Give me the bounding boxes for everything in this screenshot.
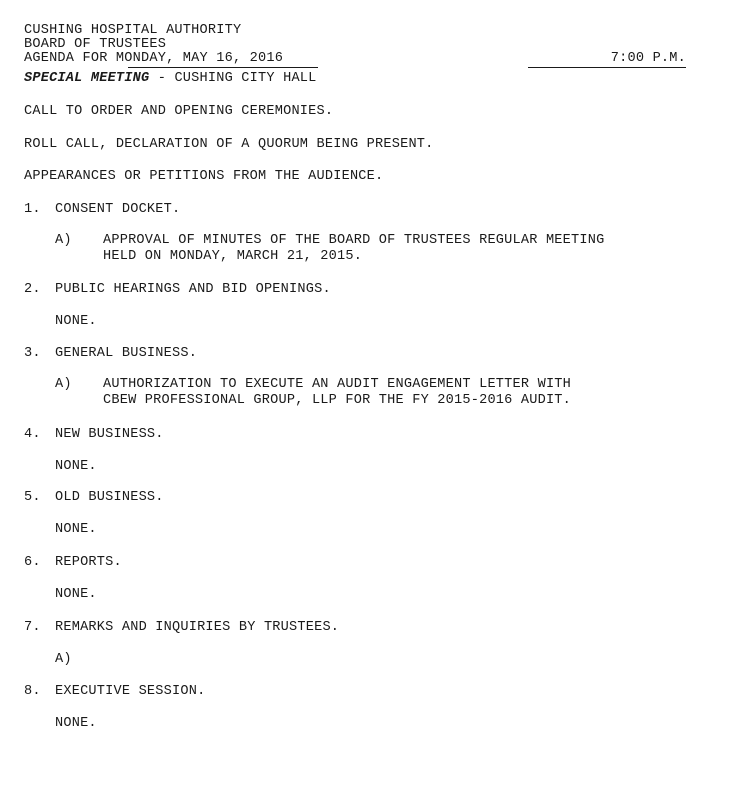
item-number: 7.: [24, 620, 41, 635]
item-number: 8.: [24, 684, 41, 699]
item-number: 6.: [24, 555, 41, 570]
item-body: NONE.: [55, 587, 97, 602]
date-underline: [128, 67, 318, 68]
item-number: 4.: [24, 427, 41, 442]
sub-item-text: CBEW PROFESSIONAL GROUP, LLP FOR THE FY 2015-2016 AUDIT.: [103, 393, 572, 408]
meeting-line: [24, 71, 317, 87]
sub-item-letter: A): [55, 233, 72, 248]
item-body: NONE.: [55, 314, 97, 329]
board-name: BOARD OF TRUSTEES: [24, 37, 167, 52]
time-underline: [528, 67, 686, 68]
meeting-location: - CUSHING CITY HALL: [149, 71, 317, 86]
item-number: 3.: [24, 346, 41, 361]
sub-item-text: APPROVAL OF MINUTES OF THE BOARD OF TRUSTEES REGULAR MEETING: [103, 233, 605, 248]
call-to-order: CALL TO ORDER AND OPENING CEREMONIES.: [24, 104, 334, 119]
sub-item-letter: A): [55, 377, 72, 392]
roll-call: ROLL CALL, DECLARATION OF A QUORUM BEING PRESENT.: [24, 137, 434, 152]
agenda-date: AGENDA FOR MONDAY, MAY 16, 2016: [24, 51, 284, 66]
appearances: APPEARANCES OR PETITIONS FROM THE AUDIENCE.: [24, 169, 384, 184]
sub-item-letter: A): [55, 652, 72, 667]
item-title-general-business: GENERAL BUSINESS.: [55, 346, 198, 361]
organization-name: CUSHING HOSPITAL AUTHORITY: [24, 23, 242, 38]
meeting-type: SPECIAL MEETING: [24, 71, 150, 86]
item-title-consent-docket: CONSENT DOCKET.: [55, 202, 181, 217]
item-body: NONE.: [55, 716, 97, 731]
item-title-executive-session: EXECUTIVE SESSION.: [55, 684, 206, 699]
sub-item-text: HELD ON MONDAY, MARCH 21, 2015.: [103, 249, 363, 264]
item-number: 2.: [24, 282, 41, 297]
agenda-date-row: [24, 51, 686, 67]
meeting-time: 7:00 P.M.: [610, 51, 686, 66]
item-title-public-hearings: PUBLIC HEARINGS AND BID OPENINGS.: [55, 282, 331, 297]
item-title-reports: REPORTS.: [55, 555, 122, 570]
item-body: NONE.: [55, 522, 97, 537]
item-title-remarks: REMARKS AND INQUIRIES BY TRUSTEES.: [55, 620, 340, 635]
item-body: NONE.: [55, 459, 97, 474]
item-title-new-business: NEW BUSINESS.: [55, 427, 164, 442]
item-title-old-business: OLD BUSINESS.: [55, 490, 164, 505]
item-number: 5.: [24, 490, 41, 505]
item-number: 1.: [24, 202, 41, 217]
sub-item-text: AUTHORIZATION TO EXECUTE AN AUDIT ENGAGEMENT LETTER WITH: [103, 377, 572, 392]
